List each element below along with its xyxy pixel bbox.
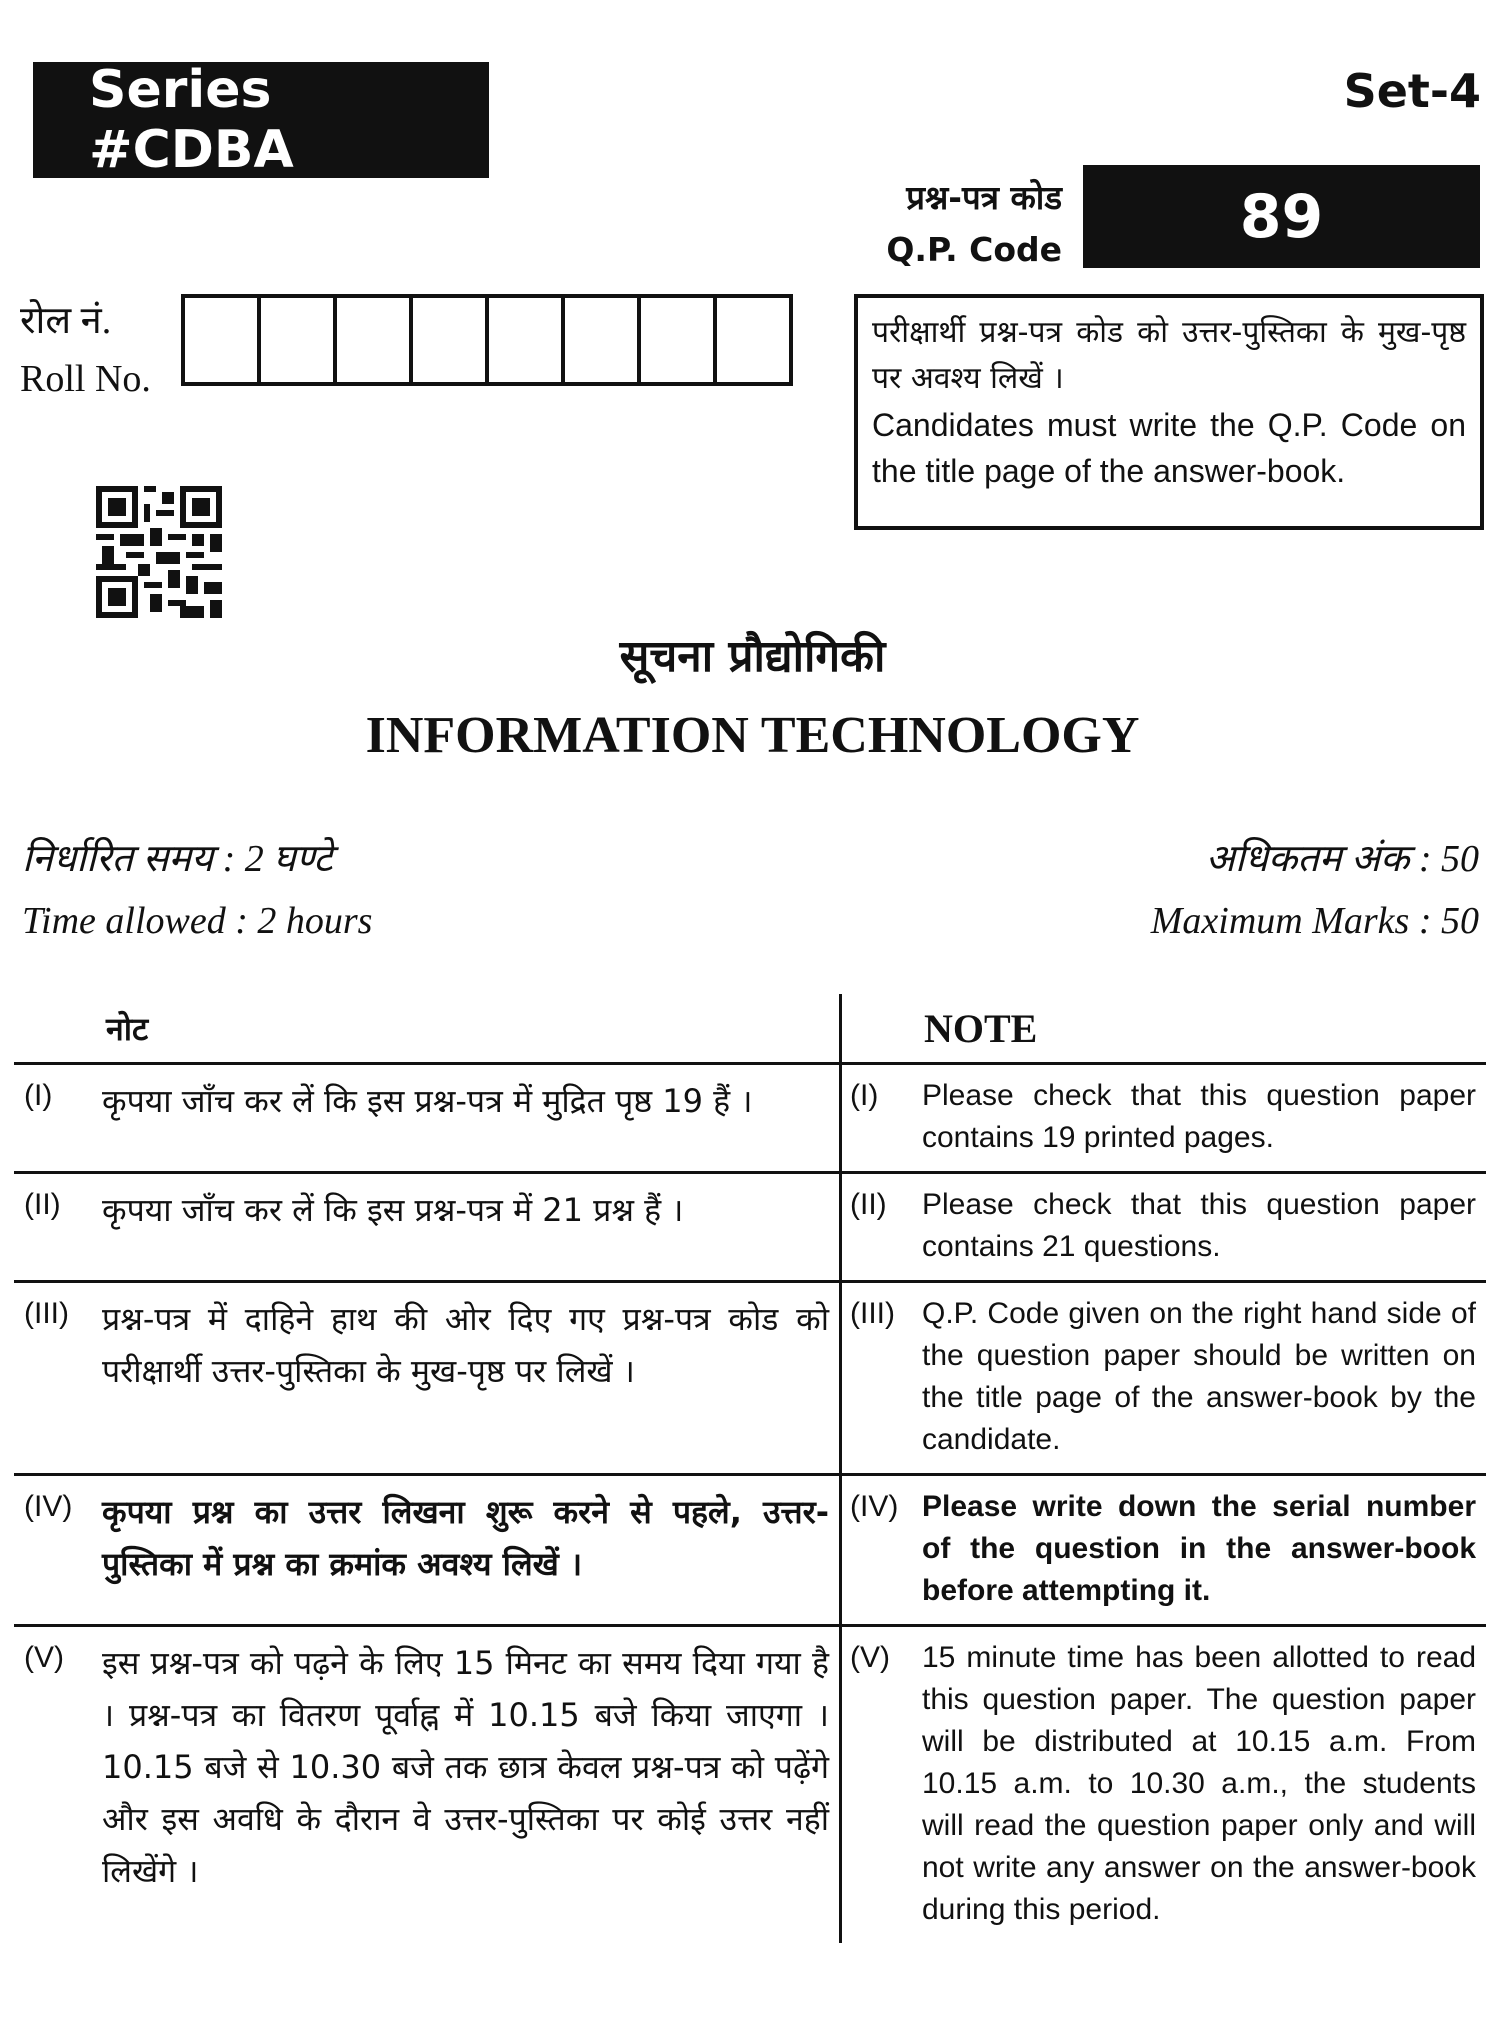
maximum-marks-english: Maximum Marks : 50 <box>1150 900 1479 942</box>
subject-title-hindi: सूचना प्रौद्योगिकी <box>619 631 886 682</box>
note-row <box>14 1282 1486 1475</box>
note-heading-hindi: नोट <box>14 994 841 1064</box>
note-row <box>14 1064 1486 1173</box>
roll-digit-box[interactable] <box>261 298 337 382</box>
note-number: (I) <box>24 1079 53 1112</box>
maximum-marks <box>1151 828 1479 952</box>
roll-digit-box[interactable] <box>641 298 717 382</box>
note-number: (V) <box>850 1641 890 1674</box>
note-text-english: Please write down the serial number of the question in the answer-book before attempting it. <box>922 1490 1476 1607</box>
note-text-english: Please check that this question paper contains 19 printed pages. <box>922 1079 1476 1154</box>
note-text-hindi: प्रश्न-पत्र में दाहिने हाथ की ओर दिए गए प्रश्न-पत्र कोड को परीक्षार्थी उत्तर-पुस्तिका के मुख-पृष्ठ पर लिखें । <box>102 1300 829 1390</box>
note-heading-english: NOTE <box>841 994 1487 1064</box>
roll-digit-box[interactable] <box>413 298 489 382</box>
note-text-hindi: कृपया जाँच कर लें कि इस प्रश्न-पत्र में मुद्रित पृष्ठ 19 हैं । <box>102 1082 753 1120</box>
candidate-instruction-box <box>854 294 1484 530</box>
note-text-hindi: कृपया प्रश्न का उत्तर लिखना शुरू करने से पहले, उत्तर-पुस्तिका में प्रश्न का क्रमांक अवश्य लिखें । <box>102 1493 829 1583</box>
roll-digit-box[interactable] <box>337 298 413 382</box>
note-text-hindi: कृपया जाँच कर लें कि इस प्रश्न-पत्र में 21 प्रश्न हैं । <box>102 1191 684 1229</box>
set-label: Set-4 <box>1343 64 1481 118</box>
roll-label-english: Roll No. <box>20 358 151 400</box>
roll-label-hindi: रोल नं. <box>20 300 112 342</box>
note-row <box>14 1173 1486 1282</box>
note-text-english: Please check that this question paper contains 21 questions. <box>922 1188 1476 1263</box>
roll-digit-box[interactable] <box>489 298 565 382</box>
qp-code-label <box>870 172 1062 276</box>
note-number: (IV) <box>850 1490 899 1523</box>
note-number: (V) <box>24 1641 64 1674</box>
qp-code-label-hindi: प्रश्न-पत्र कोड <box>906 178 1062 217</box>
roll-digit-box[interactable] <box>717 298 789 382</box>
qp-code-value: 89 <box>1083 165 1480 268</box>
note-table <box>14 994 1486 1943</box>
note-number: (IV) <box>24 1490 73 1523</box>
note-number: (III) <box>850 1297 895 1330</box>
roll-digit-box[interactable] <box>185 298 261 382</box>
roll-number-boxes[interactable] <box>181 294 793 386</box>
roll-digit-box[interactable] <box>565 298 641 382</box>
note-text-english: Q.P. Code given on the right hand side of the question paper should be written on the title page of the answer-book by the candidate. <box>922 1297 1476 1456</box>
subject-title-english: INFORMATION TECHNOLOGY <box>365 707 1140 764</box>
note-number: (II) <box>850 1188 887 1221</box>
note-text-hindi: इस प्रश्न-पत्र को पढ़ने के लिए 15 मिनट का समय दिया गया है । प्रश्न-पत्र का वितरण पूर्वाह्न में 10.15 बजे किया जाएगा । 10.15 बजे से 10.30 बजे तक छात्र केवल प्रश्न-पत्र को पढ़ेंगे और इस अवधि के दौरान वे उत्तर-पुस्तिका पर कोई उत्तर नहीं लिखेंगे । <box>102 1644 829 1890</box>
note-number: (II) <box>24 1188 61 1221</box>
time-allowed-hindi: निर्धारित समय : 2 घण्टे <box>22 838 333 880</box>
note-row <box>14 1626 1486 1944</box>
time-allowed-english: Time allowed : 2 hours <box>22 900 373 942</box>
roll-number-label <box>20 292 151 408</box>
note-number: (I) <box>850 1079 879 1112</box>
qp-code-label-english: Q.P. Code <box>886 230 1062 269</box>
note-header-row <box>14 994 1486 1064</box>
instruction-hindi: परीक्षार्थी प्रश्न-पत्र कोड को उत्तर-पुस्तिका के मुख-पृष्ठ पर अवश्य लिखें । <box>872 315 1466 396</box>
maximum-marks-hindi: अधिकतम अंक : 50 <box>1205 838 1479 880</box>
note-number: (III) <box>24 1297 69 1330</box>
note-text-english: 15 minute time has been allotted to read this question paper. The question paper will be distributed at 10.15 a.m. From 10.15 a.m. to 10.30 a.m., the students will read the question paper only and will not write any answer on the answer-book during this period. <box>922 1641 1476 1926</box>
time-allowed <box>22 828 372 952</box>
note-row <box>14 1475 1486 1626</box>
qr-code-icon <box>96 486 222 618</box>
instruction-english: Candidates must write the Q.P. Code on the title page of the answer-book. <box>872 407 1466 489</box>
series-label: Series #CDBA <box>33 62 489 178</box>
